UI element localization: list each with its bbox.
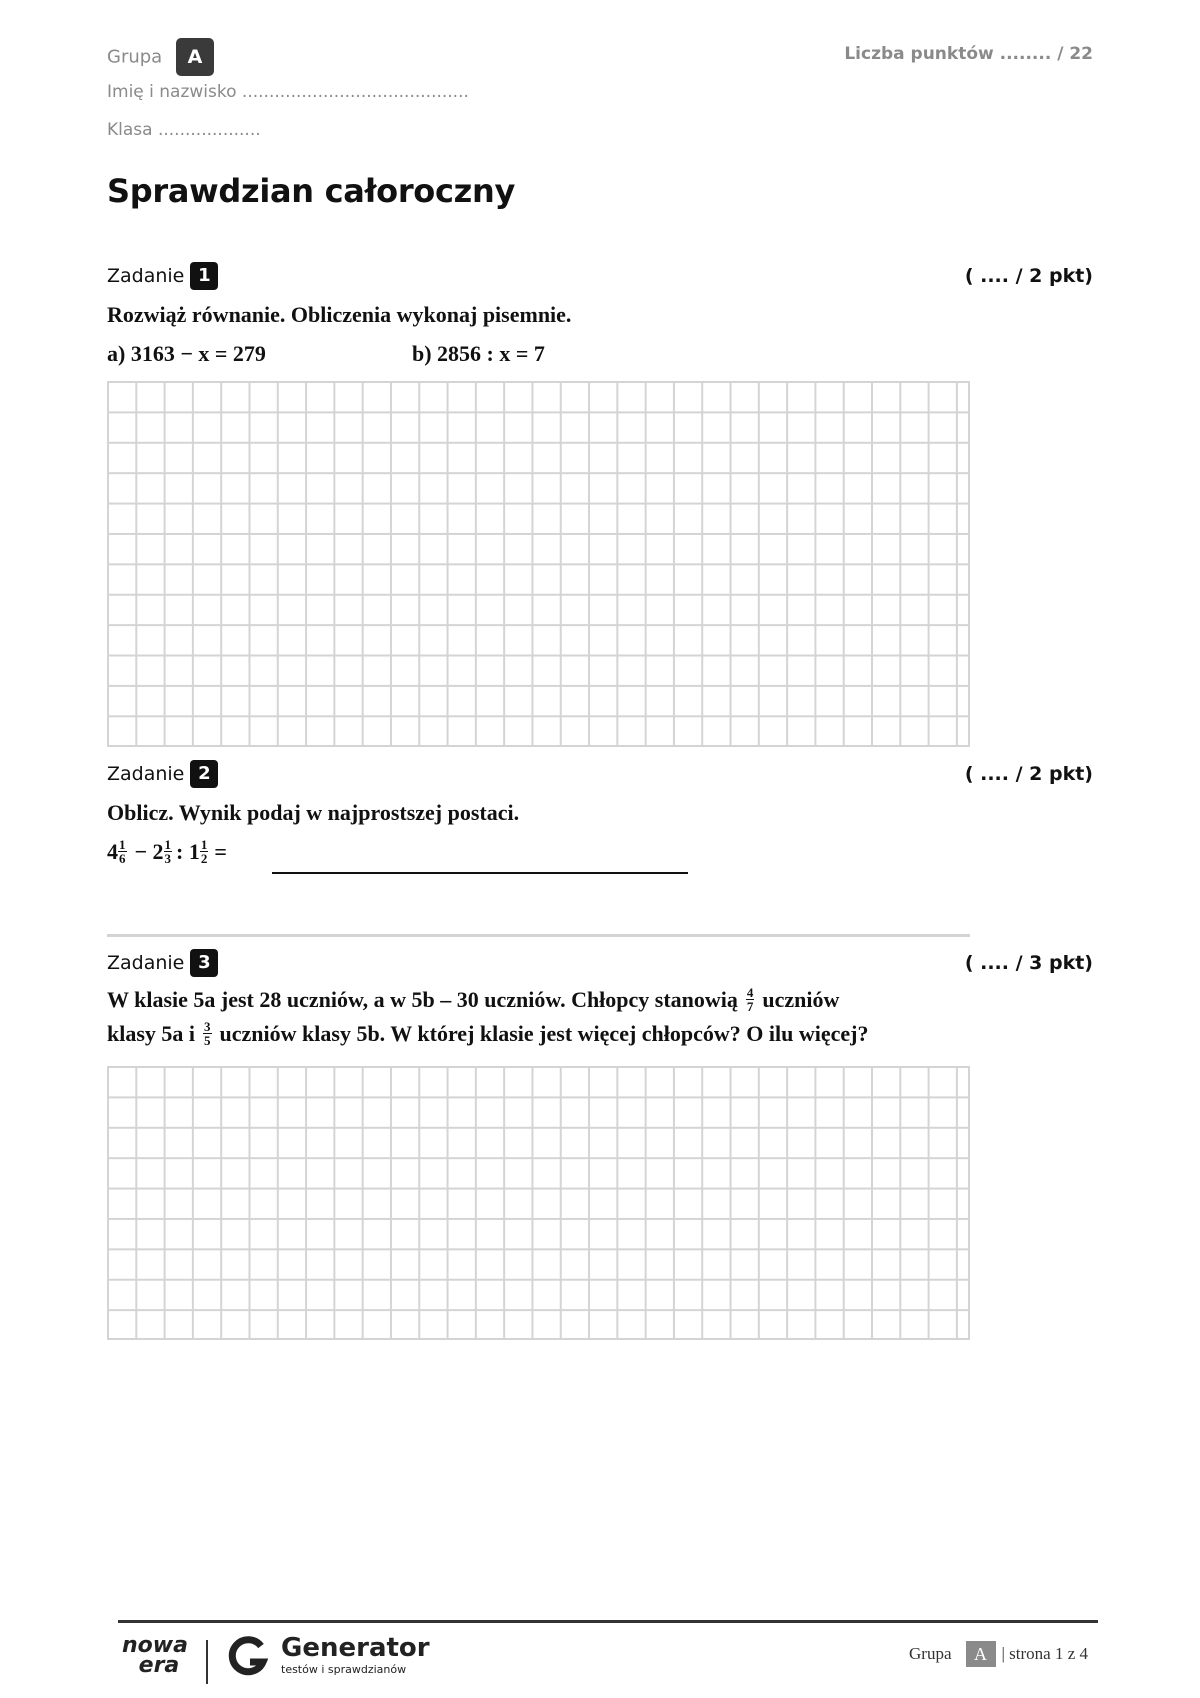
task-3-text-2a: klasy 5a i [107,1020,196,1046]
task-2-instruction: Oblicz. Wynik podaj w najprostszej postaci. [107,800,520,825]
expr-fraction-3 [200,838,209,865]
expr-op-2: : 1 [176,838,200,864]
expr-fraction-2-den: 3 [164,851,172,866]
generator-icon [228,1636,268,1685]
expr-whole-1: 4 [107,838,118,864]
task-2-expression [107,838,227,865]
task-3-answer-grid[interactable] [107,1066,970,1340]
page-title: Sprawdzian całoroczny [107,172,516,210]
task-3-text-1b: uczniów [762,986,840,1012]
grupa-badge: A [176,38,214,76]
task-1-part-b: b) 2856 : x = 7 [412,341,545,366]
points-total: Liczba punktów ........ / 22 [844,44,1093,64]
expr-equals: = [214,838,227,864]
expr-fraction-2-num: 1 [164,837,172,852]
task-3-label: Zadanie [107,952,185,974]
footer-page-number: | strona 1 z 4 [1001,1644,1088,1663]
task-3-fraction-1-den: 7 [746,999,754,1014]
footer-page-info [909,1641,1088,1667]
task-3-points: ( .... / 3 pkt) [964,952,1093,974]
expr-op-1: − 2 [134,838,164,864]
generator-subtitle: testów i sprawdzianów [281,1663,407,1676]
task-1-label: Zadanie [107,265,185,287]
task-3-fraction-2-num: 3 [204,1019,211,1034]
footer-grupa-label: Grupa [909,1644,952,1663]
task-3-fraction-1-num: 4 [746,985,754,1000]
task-3-line-2 [107,1020,868,1047]
task-1-instruction: Rozwiąż równanie. Obliczenia wykonaj pisemnie. [107,302,572,327]
generator-title: Generator [281,1633,430,1663]
nowa-era-logo [122,1633,188,1678]
expr-fraction-2 [164,838,173,865]
expr-fraction-1-num: 1 [119,837,126,852]
task-3-number: 3 [190,949,218,977]
task-3-text-1a: W klasie 5a jest 28 uczniów, a w 5b – 30 uczniów. Chłopcy stanowią [107,986,738,1012]
generator-brand [281,1633,430,1676]
task-2-heading [107,760,218,788]
task-3-fraction-2-den: 5 [204,1033,211,1048]
footer-rule [118,1620,1098,1623]
logo-text-2: era [138,1653,180,1678]
name-field[interactable]: Imię i nazwisko .......................................... [107,82,469,102]
footer-grupa-badge: A [966,1641,996,1667]
section-divider [107,934,970,937]
expr-fraction-1-den: 6 [119,851,126,866]
task-2-label: Zadanie [107,763,185,785]
expr-fraction-3-den: 2 [200,851,208,866]
logo-text-1: nowa [122,1633,188,1658]
task-3-line-1 [107,986,839,1013]
task-1-heading [107,262,218,290]
task-2-points: ( .... / 2 pkt) [964,763,1093,785]
grupa-label: Grupa [107,46,163,68]
task-1-points: ( .... / 2 pkt) [964,265,1093,287]
task-2-answer-line[interactable] [272,872,688,874]
class-field[interactable]: Klasa ................... [107,120,261,140]
grupa-row [107,38,214,76]
task-3-fraction-1 [746,986,755,1013]
footer-separator [206,1640,208,1684]
task-3-fraction-2 [203,1020,212,1047]
expr-fraction-3-num: 1 [200,837,208,852]
task-1-answer-grid[interactable] [107,381,970,747]
expr-fraction-1 [118,838,127,865]
task-3-heading [107,949,218,977]
task-1-number: 1 [190,262,218,290]
task-3-text-2b: uczniów klasy 5b. W której klasie jest więcej chłopców? O ilu więcej? [219,1020,869,1046]
task-2-number: 2 [190,760,218,788]
task-1-part-a: a) 3163 − x = 279 [107,341,266,366]
